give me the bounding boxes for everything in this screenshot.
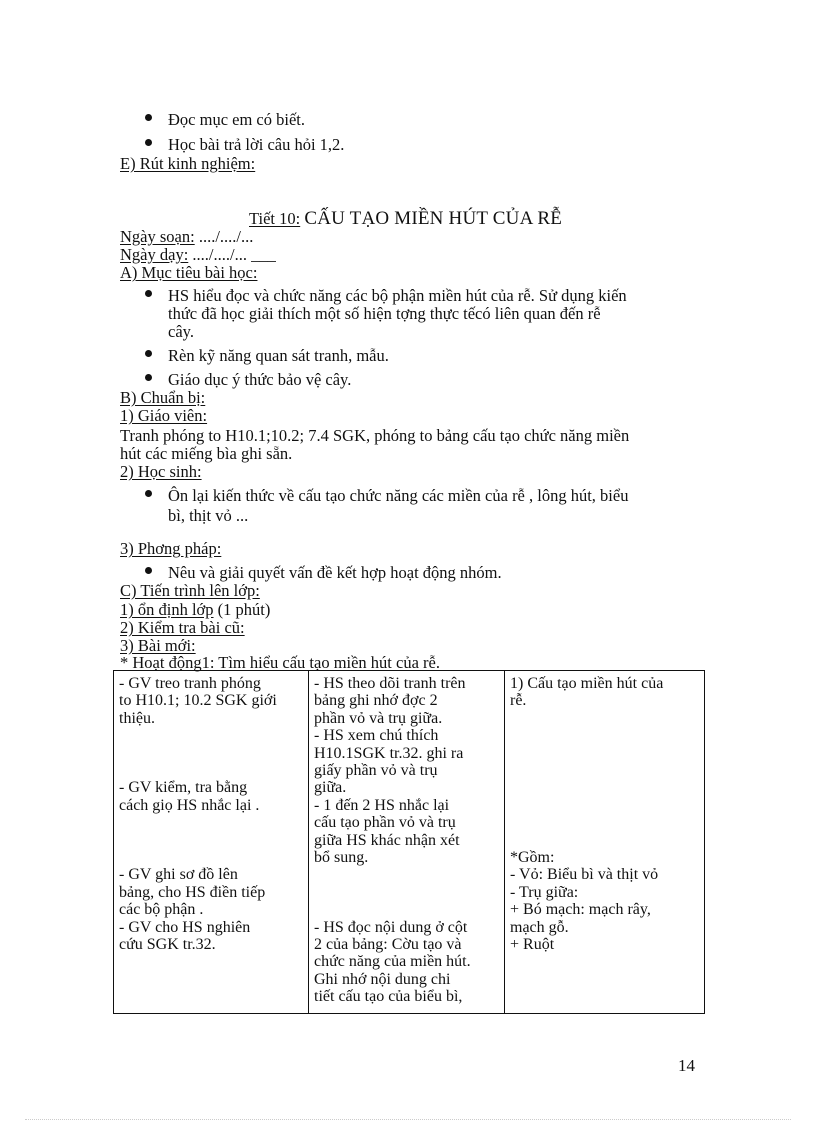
cell-line: - Vỏ: Biểu bì và thịt vỏ [510, 866, 659, 884]
cell-line: - GV treo tranh phóng [119, 675, 261, 692]
cell-line: 2 của bảng: Cờu tạo và [314, 936, 462, 954]
on-dinh-time: (1 phút) [213, 600, 271, 619]
muc-tieu-1-line2: thức đã học giải thích một số hiện tợng thực tếcó liên quan đến rễ [168, 304, 601, 323]
table-row [114, 671, 705, 1014]
ngay-day-tail: ___ [251, 245, 276, 264]
cell-line: mạch gỗ. [510, 918, 569, 936]
lesson-title-line [249, 210, 562, 228]
hoc-sinh-line1: Ôn lại kiến thức về cấu tạo chức năng các miền của rễ , lông hút, biểu [168, 486, 629, 505]
page-bottom-divider [25, 1119, 791, 1121]
cell-line: H10.1SGK tr.32. ghi ra [314, 744, 464, 762]
lesson-title: CẤU TẠO MIỀN HÚT CỦA RỄ [304, 208, 563, 229]
hoat-dong-1: * Hoạt động1: Tìm hiểu cấu tạo miền hút của rễ. [120, 653, 440, 672]
section-muc-tieu: A) Mục tiêu bài học: [120, 263, 258, 282]
on-dinh-label: 1) ổn định lớp [120, 600, 214, 619]
sub-giao-vien: 1) Giáo viên: [120, 406, 208, 425]
on-dinh-lop [120, 601, 270, 619]
cell-line: rễ. [510, 692, 527, 710]
cell-line: tiết cấu tạo của biểu bì, [314, 988, 463, 1006]
cell-line: thiệu. [119, 709, 155, 727]
hoc-sinh-line2: bì, thịt vỏ ... [168, 506, 249, 525]
cell-line: phần vỏ và trụ giữa. [314, 709, 443, 727]
muc-tieu-3: Giáo dục ý thức bảo vệ cây. [168, 370, 352, 389]
cell-line: cách giọ HS nhắc lại . [119, 796, 260, 814]
giao-vien-line2: hút các miếng bìa ghi sẵn. [120, 444, 293, 463]
section-rut-kinh-nghiem: E) Rút kinh nghiệm: [120, 154, 256, 173]
kiem-tra-bai-cu: 2) Kiểm tra bài cũ: [120, 618, 245, 637]
table-cell-student [309, 671, 505, 1014]
cell-line: - GV cho HS nghiên [119, 918, 251, 936]
lesson-table [113, 670, 705, 1014]
bai-moi: 3) Bài mới: [120, 636, 196, 655]
bullet-icon [145, 490, 152, 497]
bullet-icon [145, 290, 152, 297]
giao-vien-line1: Tranh phóng to H10.1;10.2; 7.4 SGK, phóng to bảng cấu tạo chức năng miền [120, 426, 630, 445]
muc-tieu-1-line3: cây. [168, 322, 194, 341]
cell-line: - GV kiểm, tra bằng [119, 779, 248, 797]
cell-line: to H10.1; 10.2 SGK giới [119, 692, 277, 710]
cell-line: + Bó mạch: mạch rây, [510, 901, 651, 919]
phuong-phap-item: Nêu và giải quyết vấn đề kết hợp hoạt động nhóm. [168, 563, 502, 582]
section-tien-trinh: C) Tiến trình lên lớp: [120, 581, 260, 600]
cell-line: - HS theo dõi tranh trên [314, 675, 466, 692]
ngay-soan [120, 228, 253, 246]
cell-line: - GV ghi sơ đồ lên [119, 866, 238, 884]
lesson-number: Tiết 10: [249, 209, 301, 228]
cell-line: cứu SGK tr.32. [119, 936, 216, 953]
cell-line: - Trụ giữa: [510, 883, 579, 901]
bullet-icon [145, 374, 152, 381]
table-cell-teacher [114, 671, 309, 1014]
cell-line: giữa. [314, 779, 347, 797]
cell-line: giấy phần vỏ và trụ [314, 762, 438, 780]
cell-line: + Ruột [510, 935, 555, 953]
cell-line: bảng, cho HS điền tiếp [119, 883, 266, 901]
cell-line: - HS đọc nội dung ở cột [314, 918, 468, 936]
cell-line: cấu tạo phần vỏ và trụ [314, 814, 456, 832]
cell-line: - HS xem chú thích [314, 727, 439, 745]
top-bullet-2: Học bài trả lời câu hỏi 1,2. [168, 135, 345, 154]
ngay-day-value: ..../..../... [192, 245, 247, 264]
cell-line: chức năng của miền hút. [314, 953, 471, 971]
muc-tieu-1-line1: HS hiểu đọc và chức năng các bộ phận miền hút của rễ. Sử dụng kiến [168, 286, 627, 305]
sub-phuong-phap: 3) Phơng pháp: [120, 539, 222, 558]
cell-line: - 1 đến 2 HS nhắc lại [314, 796, 450, 814]
cell-line: giữa HS khác nhận xét [314, 831, 460, 849]
sub-hoc-sinh: 2) Học sinh: [120, 462, 202, 481]
bullet-icon [145, 114, 152, 121]
table-cell-content [505, 671, 705, 1014]
cell-line: bổ sung. [314, 849, 369, 867]
cell-line: *Gồm: [510, 848, 555, 866]
cell-line: bảng ghi nhớ đợc 2 [314, 692, 438, 710]
ngay-soan-label: Ngày soạn: [120, 227, 195, 246]
page-number: 14 [678, 1056, 695, 1075]
cell-line: Ghi nhớ nội dung chi [314, 970, 451, 988]
ngay-day-label: Ngày dạy: [120, 245, 189, 264]
ngay-day [120, 246, 276, 264]
muc-tieu-2: Rèn kỹ năng quan sát tranh, mẫu. [168, 346, 389, 365]
top-bullet-1: Đọc mục em có biết. [168, 110, 305, 129]
section-chuan-bi: B) Chuẩn bị: [120, 388, 206, 407]
cell-line: các bộ phận . [119, 901, 204, 919]
cell-line: 1) Cấu tạo miền hút của [510, 675, 664, 692]
bullet-icon [145, 139, 152, 146]
ngay-soan-value: ..../..../... [198, 227, 254, 246]
bullet-icon [145, 350, 152, 357]
bullet-icon [145, 567, 152, 574]
